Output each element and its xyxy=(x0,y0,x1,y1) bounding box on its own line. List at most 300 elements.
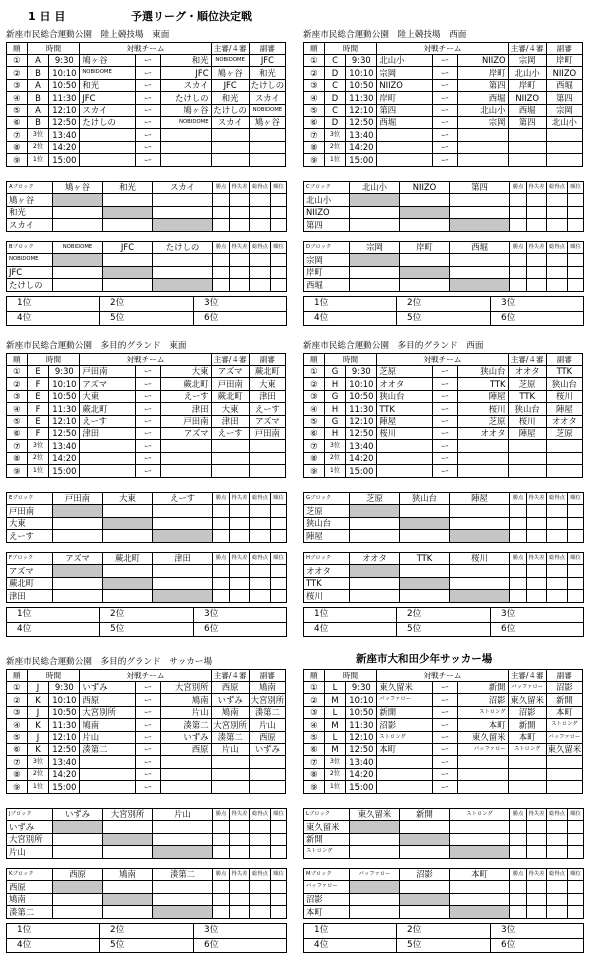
assistant-referee-team: 鳩ヶ谷 xyxy=(249,116,285,128)
home-team: JFC xyxy=(80,92,136,104)
away-team: 鳩ヶ谷 xyxy=(160,104,211,116)
block-label: Bブロック xyxy=(7,242,53,254)
kickoff-time: 12:10 xyxy=(49,415,80,427)
match-number: ⑨ xyxy=(304,465,325,477)
result-cell xyxy=(547,590,568,602)
result-cell xyxy=(568,881,584,893)
result-cell xyxy=(547,194,568,206)
home-team: NIIZO xyxy=(377,79,433,91)
versus-dash: ー xyxy=(433,116,458,128)
block-header-row xyxy=(7,869,287,881)
grid-header-goal_diff: 得失差 xyxy=(230,493,250,505)
result-cell xyxy=(153,833,213,845)
result-cell xyxy=(450,577,510,589)
referee-team xyxy=(508,768,546,780)
block-team-row xyxy=(7,517,287,529)
referee-team: 和光 xyxy=(211,92,249,104)
result-cell xyxy=(213,505,230,517)
result-cell xyxy=(400,254,450,266)
grid-header-wins: 勝点 xyxy=(510,182,527,194)
home-team: アズマ xyxy=(80,378,136,390)
block-team-row xyxy=(304,833,584,845)
referee-team: NOBIDOME xyxy=(211,55,249,67)
match-row xyxy=(7,452,286,464)
result-cell xyxy=(53,194,103,206)
column-header-order: 順 xyxy=(7,670,28,682)
kickoff-time: 11:30 xyxy=(346,719,377,731)
versus-dash: ー xyxy=(136,92,161,104)
column-header-teams: 対戦チーム xyxy=(377,43,508,55)
kickoff-time: 15:00 xyxy=(346,465,377,477)
home-team xyxy=(80,440,136,452)
result-cell xyxy=(568,206,584,218)
block-standings-table xyxy=(303,181,584,232)
grid-header-goal_diff: 得失差 xyxy=(527,553,547,565)
kickoff-time: 13:40 xyxy=(49,440,80,452)
result-cell xyxy=(568,906,584,918)
result-cell xyxy=(230,530,250,542)
away-team: 津田 xyxy=(160,403,211,415)
grid-header-rank: 順位 xyxy=(568,182,584,194)
result-cell xyxy=(250,517,271,529)
match-number: ① xyxy=(7,682,28,694)
block-team-row xyxy=(304,906,584,918)
match-number: ④ xyxy=(304,719,325,731)
ranking-row xyxy=(7,924,287,939)
match-row xyxy=(304,743,583,755)
match-row xyxy=(304,415,583,427)
result-cell xyxy=(450,906,510,918)
referee-team xyxy=(508,756,546,768)
schedule-header-row xyxy=(304,354,583,366)
result-cell xyxy=(230,517,250,529)
result-cell xyxy=(527,517,547,529)
match-row xyxy=(7,79,286,91)
match-row xyxy=(7,366,286,378)
block-team-header: 湊第二 xyxy=(153,869,213,881)
result-cell xyxy=(250,219,271,231)
block-team-row xyxy=(7,254,287,266)
result-cell xyxy=(250,906,271,918)
block-code: 3位 xyxy=(324,756,346,768)
versus-dash: ー xyxy=(136,154,161,166)
block-label: Mブロック xyxy=(304,869,350,881)
kickoff-time: 14:20 xyxy=(49,141,80,153)
versus-dash: ー xyxy=(433,79,458,91)
assistant-referee-team: 大東 xyxy=(249,378,285,390)
result-cell xyxy=(568,219,584,231)
match-number: ⑧ xyxy=(304,452,325,464)
venue-title: 新座市民総合運動公園 多目的グランド 東面 xyxy=(6,341,187,351)
match-number: ② xyxy=(304,694,325,706)
away-team: 西堀 xyxy=(457,92,508,104)
match-row xyxy=(7,465,286,477)
versus-dash: ー xyxy=(433,154,458,166)
away-team: 和光 xyxy=(160,55,211,67)
match-number: ② xyxy=(7,67,28,79)
result-cell xyxy=(350,254,400,266)
block-label: Aブロック xyxy=(7,182,53,194)
result-cell xyxy=(250,530,271,542)
block-team-header: TTK xyxy=(400,553,450,565)
ranking-r5: 5位 xyxy=(397,311,491,326)
result-cell xyxy=(250,279,271,291)
kickoff-time: 9:30 xyxy=(49,682,80,694)
result-cell xyxy=(450,881,510,893)
block-team-header: 第四 xyxy=(450,182,510,194)
result-cell xyxy=(547,254,568,266)
referee-team: オオタ xyxy=(508,366,546,378)
match-schedule-table xyxy=(303,353,583,478)
result-cell xyxy=(271,565,287,577)
kickoff-time: 14:20 xyxy=(49,768,80,780)
result-cell xyxy=(53,881,103,893)
home-team xyxy=(80,768,136,780)
grid-header-rank: 順位 xyxy=(271,242,287,254)
kickoff-time: 10:10 xyxy=(49,67,80,79)
result-cell xyxy=(53,565,103,577)
away-team: アズマ xyxy=(160,427,211,439)
grid-header-rank: 順位 xyxy=(271,553,287,565)
block-code: E xyxy=(27,366,49,378)
away-team xyxy=(160,756,211,768)
assistant-referee-team: えーす xyxy=(249,403,285,415)
kickoff-time: 10:50 xyxy=(346,390,377,402)
away-team: 大東 xyxy=(160,366,211,378)
versus-dash: ー xyxy=(136,104,161,116)
away-team: 片山 xyxy=(160,706,211,718)
match-number: ⑥ xyxy=(7,743,28,755)
ranking-r5: 5位 xyxy=(100,938,194,953)
result-cell xyxy=(400,577,450,589)
grid-header-wins: 勝点 xyxy=(213,182,230,194)
match-row xyxy=(7,768,286,780)
referee-team xyxy=(211,129,249,141)
ranking-r6: 6位 xyxy=(194,622,287,637)
block-team-name: いずみ xyxy=(7,821,53,833)
assistant-referee-team xyxy=(249,129,285,141)
match-row xyxy=(304,154,583,166)
away-team: 新開 xyxy=(457,682,508,694)
match-row xyxy=(7,67,286,79)
referee-team: 蕨北町 xyxy=(211,390,249,402)
result-cell xyxy=(53,821,103,833)
home-team: 鳩ヶ谷 xyxy=(80,55,136,67)
result-cell xyxy=(568,893,584,905)
kickoff-time: 11:30 xyxy=(49,92,80,104)
away-team: 芝原 xyxy=(457,415,508,427)
away-team: 第四 xyxy=(457,79,508,91)
referee-team: 湊第二 xyxy=(211,731,249,743)
match-row xyxy=(7,141,286,153)
block-code: F xyxy=(27,378,49,390)
ranking-r2: 2位 xyxy=(397,297,491,312)
kickoff-time: 10:50 xyxy=(49,390,80,402)
result-cell xyxy=(213,279,230,291)
ranking-row xyxy=(7,608,287,623)
versus-dash: ー xyxy=(433,415,458,427)
away-team: いずみ xyxy=(160,731,211,743)
result-cell xyxy=(350,530,400,542)
assistant-referee-team: 片山 xyxy=(249,719,285,731)
home-team: 東久留米 xyxy=(377,682,433,694)
match-row xyxy=(304,427,583,439)
assistant-referee-team: 桜川 xyxy=(546,390,582,402)
result-cell xyxy=(230,833,250,845)
block-code: M xyxy=(324,743,346,755)
assistant-referee-team xyxy=(546,440,582,452)
ranking-r1: 1位 xyxy=(304,608,397,623)
column-header-sub_ref: 副審 xyxy=(546,670,582,682)
referee-team: 芝原 xyxy=(508,378,546,390)
block-team-name: 津田 xyxy=(7,590,53,602)
kickoff-time: 11:30 xyxy=(346,92,377,104)
versus-dash: ー xyxy=(136,55,161,67)
result-cell xyxy=(153,266,213,278)
match-number: ④ xyxy=(304,403,325,415)
result-cell xyxy=(250,893,271,905)
result-cell xyxy=(53,517,103,529)
versus-dash: ー xyxy=(433,129,458,141)
block-team-row xyxy=(304,577,584,589)
assistant-referee-team xyxy=(249,452,285,464)
home-team xyxy=(377,756,433,768)
result-cell xyxy=(271,530,287,542)
result-cell xyxy=(213,846,230,858)
result-cell xyxy=(153,821,213,833)
result-cell xyxy=(153,254,213,266)
match-number: ⑧ xyxy=(7,768,28,780)
result-cell xyxy=(103,266,153,278)
result-cell xyxy=(271,517,287,529)
result-cell xyxy=(250,206,271,218)
referee-team: 岸町 xyxy=(508,79,546,91)
versus-dash: ー xyxy=(433,452,458,464)
assistant-referee-team xyxy=(546,465,582,477)
match-row xyxy=(304,781,583,793)
result-cell xyxy=(350,577,400,589)
away-team: スカイ xyxy=(160,79,211,91)
grid-header-goal_diff: 得失差 xyxy=(527,242,547,254)
result-cell xyxy=(250,577,271,589)
versus-dash: ー xyxy=(433,366,458,378)
versus-dash: ー xyxy=(433,465,458,477)
block-team-header: 戸田南 xyxy=(53,493,103,505)
assistant-referee-team: 西原 xyxy=(249,731,285,743)
home-team: いずみ xyxy=(80,682,136,694)
result-cell xyxy=(400,906,450,918)
match-number: ② xyxy=(304,67,325,79)
result-cell xyxy=(250,194,271,206)
result-cell xyxy=(400,194,450,206)
kickoff-time: 15:00 xyxy=(49,465,80,477)
result-cell xyxy=(350,266,400,278)
versus-dash: ー xyxy=(136,378,161,390)
block-team-header: アズマ xyxy=(53,553,103,565)
match-number: ⑧ xyxy=(304,768,325,780)
referee-team xyxy=(211,465,249,477)
home-team: スカイ xyxy=(80,104,136,116)
column-header-sub_ref: 副審 xyxy=(546,43,582,55)
result-cell xyxy=(250,266,271,278)
schedule-header-row xyxy=(304,670,583,682)
match-number: ① xyxy=(7,55,28,67)
kickoff-time: 13:40 xyxy=(346,756,377,768)
ranking-r4: 4位 xyxy=(304,938,397,953)
kickoff-time: 14:20 xyxy=(49,452,80,464)
grid-header-goals: 総得点 xyxy=(547,869,568,881)
kickoff-time: 12:50 xyxy=(49,116,80,128)
ranking-row xyxy=(7,622,287,637)
away-team xyxy=(160,129,211,141)
grid-header-goals: 総得点 xyxy=(250,493,271,505)
block-team-name: TTK xyxy=(304,577,350,589)
home-team: たけしの xyxy=(80,116,136,128)
column-header-referee: 主審/４審 xyxy=(211,43,249,55)
column-header-sub_ref: 副審 xyxy=(249,670,285,682)
block-team-header: 津田 xyxy=(153,553,213,565)
block-team-name: えーす xyxy=(7,530,53,542)
away-team: 西原 xyxy=(160,743,211,755)
result-cell xyxy=(103,206,153,218)
match-number: ⑦ xyxy=(304,756,325,768)
result-cell xyxy=(450,517,510,529)
grid-header-goals: 総得点 xyxy=(547,242,568,254)
home-team: 大宮別所 xyxy=(80,706,136,718)
match-number: ⑤ xyxy=(7,104,28,116)
block-code: B xyxy=(27,116,49,128)
kickoff-time: 13:40 xyxy=(346,440,377,452)
assistant-referee-team: アズマ xyxy=(249,415,285,427)
block-team-name: 第四 xyxy=(304,219,350,231)
result-cell xyxy=(103,906,153,918)
grid-header-wins: 勝点 xyxy=(213,242,230,254)
home-team: 片山 xyxy=(80,731,136,743)
referee-team: 津田 xyxy=(211,415,249,427)
assistant-referee-team xyxy=(249,781,285,793)
block-header-row xyxy=(304,553,584,565)
result-cell xyxy=(213,577,230,589)
result-cell xyxy=(103,821,153,833)
result-cell xyxy=(230,505,250,517)
result-cell xyxy=(53,279,103,291)
home-team: 沼影 xyxy=(377,719,433,731)
result-cell xyxy=(350,821,400,833)
result-cell xyxy=(547,893,568,905)
result-cell xyxy=(230,254,250,266)
referee-team: たけしの xyxy=(211,104,249,116)
grid-header-goal_diff: 得失差 xyxy=(230,182,250,194)
versus-dash: ー xyxy=(136,67,161,79)
result-cell xyxy=(153,906,213,918)
result-cell xyxy=(271,266,287,278)
referee-team: 鳩ヶ谷 xyxy=(211,67,249,79)
result-cell xyxy=(153,219,213,231)
result-cell xyxy=(547,577,568,589)
block-team-header: 狭山台 xyxy=(400,493,450,505)
result-cell xyxy=(271,206,287,218)
versus-dash: ー xyxy=(136,781,161,793)
result-cell xyxy=(527,219,547,231)
home-team: 新開 xyxy=(377,706,433,718)
block-code: D xyxy=(324,116,346,128)
result-cell xyxy=(213,219,230,231)
referee-team: ストロング xyxy=(508,743,546,755)
referee-team xyxy=(508,781,546,793)
grid-header-goals: 総得点 xyxy=(547,809,568,821)
block-code: G xyxy=(324,390,346,402)
result-cell xyxy=(350,206,400,218)
result-cell xyxy=(53,906,103,918)
result-cell xyxy=(213,206,230,218)
versus-dash: ー xyxy=(136,694,161,706)
match-row xyxy=(7,694,286,706)
away-team: JFC xyxy=(160,67,211,79)
match-row xyxy=(304,403,583,415)
block-header-row xyxy=(7,242,287,254)
block-team-name: たけしの xyxy=(7,279,53,291)
block-team-header: 桜川 xyxy=(450,553,510,565)
match-number: ① xyxy=(304,366,325,378)
assistant-referee-team: 鳩南 xyxy=(249,682,285,694)
block-team-header: 芝原 xyxy=(350,493,400,505)
match-row xyxy=(7,92,286,104)
grid-header-goal_diff: 得失差 xyxy=(527,493,547,505)
grid-header-wins: 勝点 xyxy=(510,809,527,821)
result-cell xyxy=(271,906,287,918)
referee-team xyxy=(508,452,546,464)
match-number: ① xyxy=(7,366,28,378)
grid-header-wins: 勝点 xyxy=(213,553,230,565)
referee-team: 西堀 xyxy=(508,104,546,116)
kickoff-time: 10:50 xyxy=(346,79,377,91)
result-cell xyxy=(350,893,400,905)
match-schedule-table xyxy=(6,42,286,167)
match-row xyxy=(304,390,583,402)
result-cell xyxy=(103,565,153,577)
assistant-referee-team: いずみ xyxy=(249,743,285,755)
result-cell xyxy=(568,565,584,577)
kickoff-time: 10:50 xyxy=(346,706,377,718)
result-cell xyxy=(527,530,547,542)
away-team xyxy=(160,141,211,153)
schedule-header-row xyxy=(7,43,286,55)
result-cell xyxy=(350,279,400,291)
home-team: 桜川 xyxy=(377,427,433,439)
assistant-referee-team: 東久留米 xyxy=(547,744,582,755)
block-team-name: バッファロー xyxy=(304,881,350,893)
result-cell xyxy=(400,505,450,517)
block-code: A xyxy=(27,79,49,91)
assistant-referee-team: TTK xyxy=(546,366,582,378)
result-cell xyxy=(103,279,153,291)
result-cell xyxy=(271,821,287,833)
block-team-header: えーす xyxy=(153,493,213,505)
result-cell xyxy=(230,266,250,278)
result-cell xyxy=(153,279,213,291)
result-cell xyxy=(400,530,450,542)
block-standings-table xyxy=(303,241,584,292)
venue-title: 新座市大和田少年サッカー場 xyxy=(356,653,493,665)
result-cell xyxy=(250,565,271,577)
referee-team: 宗岡 xyxy=(508,55,546,67)
result-cell xyxy=(510,254,527,266)
home-team: 鳩南 xyxy=(80,719,136,731)
ranking-r3: 3位 xyxy=(491,297,584,312)
result-cell xyxy=(350,590,400,602)
block-header-row xyxy=(304,809,584,821)
result-cell xyxy=(547,833,568,845)
